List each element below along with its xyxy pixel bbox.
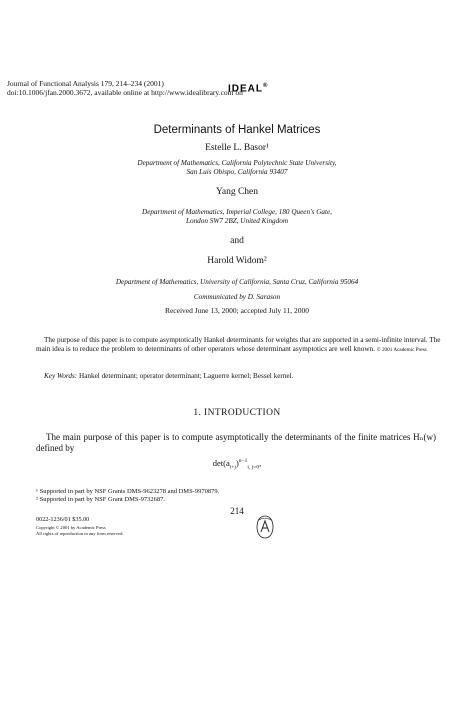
affiliation-basor-line1: Department of Mathematics, California Polytechnic State University, bbox=[137, 159, 337, 167]
abstract bbox=[36, 336, 448, 355]
ideal-logo bbox=[228, 83, 268, 94]
affiliation-chen-line2: London SW7 2BZ, United Kingdom bbox=[185, 217, 289, 225]
formula-subscript: i+j bbox=[229, 464, 236, 471]
paper-title: Determinants of Hankel Matrices bbox=[153, 124, 321, 136]
formula-close: ) bbox=[235, 458, 239, 468]
keywords-label: Key Words: bbox=[44, 372, 78, 380]
issn-price: 0022-1236/01 $35.00 bbox=[36, 516, 90, 523]
formula-index-range: i, j=0 bbox=[247, 464, 260, 471]
determinant-formula bbox=[0, 458, 474, 471]
journal-citation: Journal of Functional Analysis 179, 214–234 (2001) bbox=[7, 79, 164, 88]
intro-paragraph bbox=[36, 432, 436, 454]
logo-text: IDEAL bbox=[228, 83, 263, 95]
formula-head: det(a bbox=[212, 458, 230, 468]
abstract-text: The purpose of this paper is to compute asymptotically Hankel determinants for weights that are supported in a semi-infinite interval. The main idea is to reduce the problem to determinants of other operators whose determinant asymptotics are well known. bbox=[36, 336, 441, 353]
logo-mark: ® bbox=[263, 83, 269, 89]
footnote-2: ² Supported in part by NSF Grant DMS-9732687. bbox=[36, 496, 166, 503]
section-heading: 1. INTRODUCTION bbox=[193, 408, 281, 418]
footnote-1: ¹ Supported in part by NSF Grants DMS-9623278 and DMS-9970879. bbox=[36, 488, 220, 495]
doi-line: doi:10.1006/jfan.2000.3672, available online at http://www.idealibrary.com on bbox=[7, 88, 243, 97]
page-number: 214 bbox=[230, 506, 244, 516]
communicated-by: Communicated by D. Sarason bbox=[193, 293, 281, 301]
author-chen: Yang Chen bbox=[215, 187, 259, 197]
affiliation-basor-line2: San Luis Obispo, California 93407 bbox=[186, 168, 288, 176]
copyright-line: Copyright © 2001 by Academic Press bbox=[36, 525, 106, 530]
academic-press-seal-icon bbox=[254, 514, 276, 540]
abstract-copyright: © 2001 Academic Press bbox=[376, 347, 427, 353]
author-widom: Harold Widom² bbox=[207, 256, 267, 266]
affiliation-chen-line1: Department of Mathematics, Imperial College, 180 Queen's Gate, bbox=[142, 208, 332, 216]
rights-line: All rights of reproduction in any form reserved. bbox=[36, 531, 124, 536]
affiliation-widom: Department of Mathematics, University of California, Santa Cruz, California 95064 bbox=[115, 278, 359, 286]
author-basor: Estelle L. Basor¹ bbox=[205, 143, 269, 153]
keywords-text: Hankel determinant; operator determinant; Laguerre kernel; Bessel kernel. bbox=[79, 372, 294, 380]
intro-text: The main purpose of this paper is to compute asymptotically the determinants of the finite matrices Hₙ(w) defined by bbox=[36, 432, 436, 453]
keywords bbox=[36, 372, 448, 381]
received-dates: Received June 13, 2000; accepted July 11, 2000 bbox=[164, 306, 310, 315]
formula-end: , bbox=[259, 458, 262, 468]
and-separator: and bbox=[230, 236, 244, 246]
formula-superscript: n−1 bbox=[238, 458, 248, 465]
